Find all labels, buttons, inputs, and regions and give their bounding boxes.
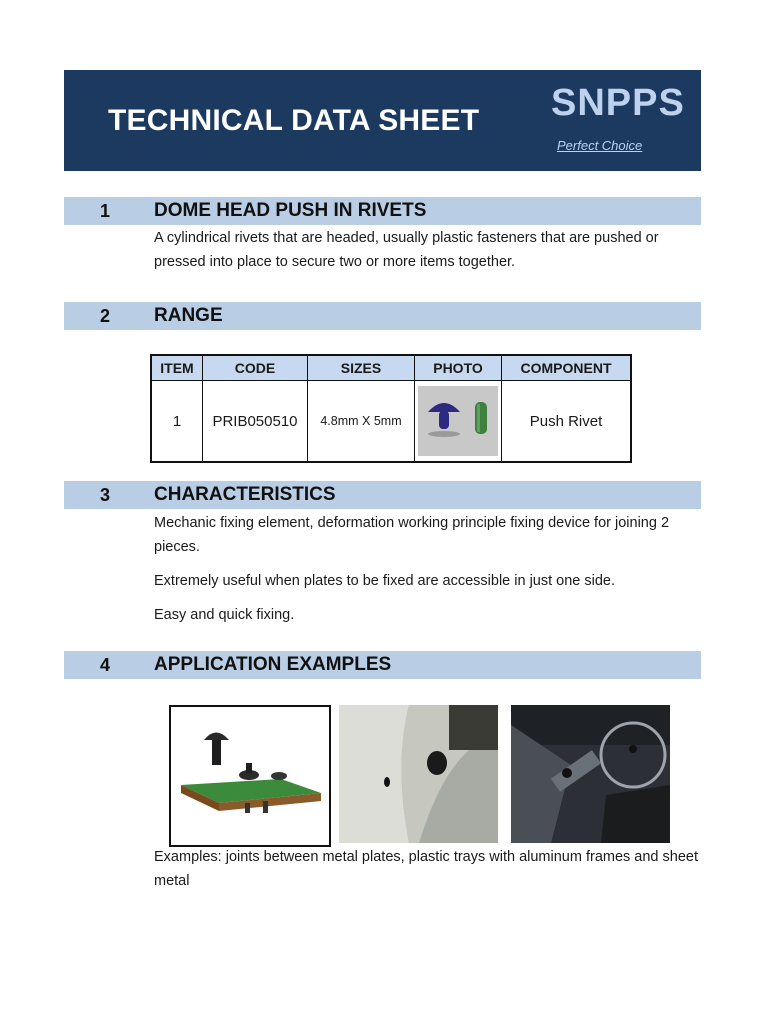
cell-item: 1 [151, 381, 203, 463]
characteristics-paragraph-2: Extremely useful when plates to be fixed are accessible in just one side. [154, 573, 616, 589]
brand-tagline[interactable]: Perfect Choice [557, 138, 643, 153]
section-title: DOME HEAD PUSH IN RIVETS [154, 200, 427, 221]
section-number: 2 [100, 306, 111, 326]
header-banner [64, 70, 701, 171]
cell-component: Push Rivet [502, 381, 632, 463]
section-title: CHARACTERISTICS [154, 484, 336, 505]
section-number: 4 [100, 655, 111, 675]
section-number: 3 [100, 485, 111, 505]
brand-logo: SNPPS [551, 82, 685, 124]
cell-code: PRIB050510 [203, 381, 308, 463]
column-header-code: CODE [203, 355, 308, 381]
application-caption: Examples: joints between metal plates, plastic trays with aluminum frames and sheet metal [154, 849, 698, 889]
section-1-bar [64, 197, 701, 225]
example-image-rivets-board [169, 705, 331, 847]
example-image-engine-bay [511, 705, 670, 843]
column-header-sizes: SIZES [308, 355, 415, 381]
section-3-bar [64, 481, 701, 509]
section-title: APPLICATION EXAMPLES [154, 654, 392, 675]
cell-photo [415, 381, 502, 463]
column-header-item: ITEM [151, 355, 203, 381]
table-header-row [151, 355, 631, 381]
range-table [150, 354, 632, 463]
section-number: 1 [100, 201, 111, 221]
characteristics-paragraph-1: Mechanic fixing element, deformation working principle fixing device for joining 2 pieces. [154, 515, 670, 555]
column-header-photo: PHOTO [415, 355, 502, 381]
page-title: TECHNICAL DATA SHEET [108, 104, 480, 137]
section-1-description: A cylindrical rivets that are headed, usually plastic fasteners that are pushed or pressed into place to secure two or more items together. [154, 230, 659, 270]
cell-sizes: 4.8mm X 5mm [308, 381, 415, 463]
characteristics-paragraph-3: Easy and quick fixing. [154, 607, 295, 623]
table-row [151, 381, 631, 463]
section-title: RANGE [154, 305, 223, 326]
column-header-component: COMPONENT [502, 355, 632, 381]
section-2-bar [64, 302, 701, 330]
rivet-photo [418, 386, 498, 456]
section-4-bar [64, 651, 701, 679]
example-image-metal-panel [339, 705, 498, 843]
